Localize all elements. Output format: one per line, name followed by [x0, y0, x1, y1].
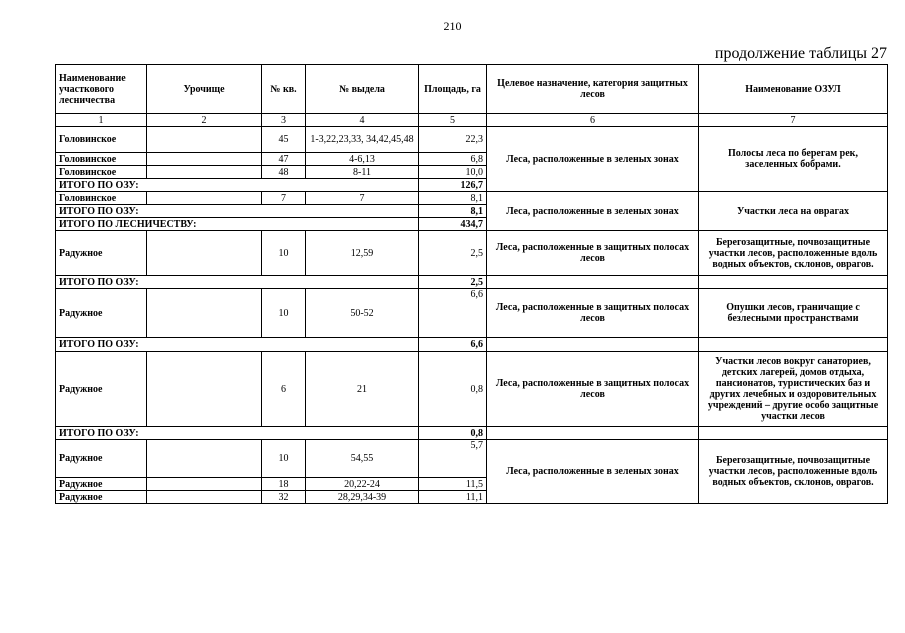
subtotal-label: ИТОГО ПО ОЗУ: — [56, 276, 419, 289]
empty-cell — [487, 276, 699, 289]
forestry-name: Головинское — [56, 166, 147, 179]
subtotal-label: ИТОГО ПО ОЗУ: — [56, 179, 419, 192]
forestry-name: Радужное — [56, 491, 147, 504]
compartment-cell: 12,59 — [306, 231, 419, 276]
area-cell: 11,1 — [419, 491, 487, 504]
ozul-cell: Полосы леса по берегам рек, заселенных бобрами. — [699, 127, 888, 192]
header-compartment: № выдела — [306, 65, 419, 114]
compartment-cell: 4-6,13 — [306, 153, 419, 166]
table-row — [56, 127, 888, 153]
subtotal-row — [56, 276, 888, 289]
forestry-name: Радужное — [56, 478, 147, 491]
purpose-cell: Леса, расположенные в зеленых зонах — [487, 440, 699, 504]
purpose-cell: Леса, расположенные в защитных полосах лесов — [487, 289, 699, 338]
table-row — [56, 352, 888, 427]
col-number: 2 — [147, 114, 262, 127]
purpose-cell: Леса, расположенные в защитных полосах лесов — [487, 231, 699, 276]
compartment-cell: 54,55 — [306, 440, 419, 478]
ozul-cell: Участки леса на оврагах — [699, 192, 888, 231]
table-row — [56, 289, 888, 338]
subtotal-area: 126,7 — [419, 179, 487, 192]
tract-cell — [147, 440, 262, 478]
compartment-cell: 7 — [306, 192, 419, 205]
col-number: 5 — [419, 114, 487, 127]
table-row — [56, 231, 888, 276]
forestry-name: Радужное — [56, 352, 147, 427]
col-number: 4 — [306, 114, 419, 127]
total-label: ИТОГО ПО ЛЕСНИЧЕСТВУ: — [56, 218, 419, 231]
area-cell: 11,5 — [419, 478, 487, 491]
col-number: 6 — [487, 114, 699, 127]
header-row — [56, 65, 888, 114]
quarter-cell: 48 — [262, 166, 306, 179]
subtotal-area: 6,6 — [419, 338, 487, 352]
empty-cell — [699, 276, 888, 289]
compartment-cell: 20,22-24 — [306, 478, 419, 491]
ozul-cell: Берегозащитные, почвозащитные участки лесов, расположенные вдоль водных объектов, склонов, оврагов. — [699, 231, 888, 276]
ozul-cell: Участки лесов вокруг санаториев, детских лагерей, домов отдыха, пансионатов, туристических баз и других лечебных и оздоровительных учреждений – другие особо защитные участки лесов — [699, 352, 888, 427]
table-row — [56, 440, 888, 478]
purpose-cell: Леса, расположенные в защитных полосах лесов — [487, 352, 699, 427]
ozul-cell: Опушки лесов, граничащие с безлесными пространствами — [699, 289, 888, 338]
area-cell: 6,8 — [419, 153, 487, 166]
table-continuation-caption: продолжение таблицы 27 — [714, 45, 887, 62]
subtotal-label: ИТОГО ПО ОЗУ: — [56, 338, 419, 352]
ozul-cell: Берегозащитные, почвозащитные участки лесов, расположенные вдоль водных объектов, склонов, оврагов. — [699, 440, 888, 504]
subtotal-area: 2,5 — [419, 276, 487, 289]
empty-cell — [699, 427, 888, 440]
forestry-name: Головинское — [56, 153, 147, 166]
quarter-cell: 7 — [262, 192, 306, 205]
quarter-cell: 32 — [262, 491, 306, 504]
compartment-cell: 28,29,34-39 — [306, 491, 419, 504]
subtotal-row — [56, 338, 888, 352]
tract-cell — [147, 289, 262, 338]
forestry-name: Радужное — [56, 289, 147, 338]
area-cell: 5,7 — [419, 440, 487, 478]
col-number: 7 — [699, 114, 888, 127]
header-forestry: Наименование участкового лесничества — [56, 65, 147, 114]
subtotal-area: 0,8 — [419, 427, 487, 440]
forest-protection-table — [55, 64, 888, 504]
purpose-cell: Леса, расположенные в зеленых зонах — [487, 127, 699, 192]
header-area: Площадь, га — [419, 65, 487, 114]
forestry-name: Радужное — [56, 231, 147, 276]
tract-cell — [147, 127, 262, 153]
compartment-cell: 1-3,22,23,33, 34,42,45,48 — [306, 127, 419, 153]
page-number: 210 — [443, 19, 462, 33]
tract-cell — [147, 478, 262, 491]
forestry-name: Головинское — [56, 192, 147, 205]
empty-cell — [487, 338, 699, 352]
subtotal-label: ИТОГО ПО ОЗУ: — [56, 205, 419, 218]
subtotal-row — [56, 427, 888, 440]
header-tract: Урочище — [147, 65, 262, 114]
area-cell: 8,1 — [419, 192, 487, 205]
area-cell: 6,6 — [419, 289, 487, 338]
tract-cell — [147, 491, 262, 504]
area-cell: 22,3 — [419, 127, 487, 153]
forestry-name: Головинское — [56, 127, 147, 153]
quarter-cell: 10 — [262, 231, 306, 276]
table-row — [56, 192, 888, 205]
subtotal-label: ИТОГО ПО ОЗУ: — [56, 427, 419, 440]
empty-cell — [699, 338, 888, 352]
header-purpose: Целевое назначение, категория защитных лесов — [487, 65, 699, 114]
quarter-cell: 47 — [262, 153, 306, 166]
tract-cell — [147, 352, 262, 427]
area-cell: 10,0 — [419, 166, 487, 179]
quarter-cell: 45 — [262, 127, 306, 153]
tract-cell — [147, 166, 262, 179]
area-cell: 2,5 — [419, 231, 487, 276]
quarter-cell: 10 — [262, 440, 306, 478]
quarter-cell: 10 — [262, 289, 306, 338]
purpose-cell: Леса, расположенные в зеленых зонах — [487, 192, 699, 231]
forestry-name: Радужное — [56, 440, 147, 478]
header-quarter: № кв. — [262, 65, 306, 114]
tract-cell — [147, 231, 262, 276]
tract-cell — [147, 153, 262, 166]
column-number-row — [56, 114, 888, 127]
header-ozul: Наименование ОЗУЛ — [699, 65, 888, 114]
subtotal-area: 8,1 — [419, 205, 487, 218]
quarter-cell: 18 — [262, 478, 306, 491]
col-number: 3 — [262, 114, 306, 127]
area-cell: 0,8 — [419, 352, 487, 427]
tract-cell — [147, 192, 262, 205]
col-number: 1 — [56, 114, 147, 127]
compartment-cell: 50-52 — [306, 289, 419, 338]
compartment-cell: 21 — [306, 352, 419, 427]
quarter-cell: 6 — [262, 352, 306, 427]
total-area: 434,7 — [419, 218, 487, 231]
compartment-cell: 8-11 — [306, 166, 419, 179]
empty-cell — [487, 427, 699, 440]
